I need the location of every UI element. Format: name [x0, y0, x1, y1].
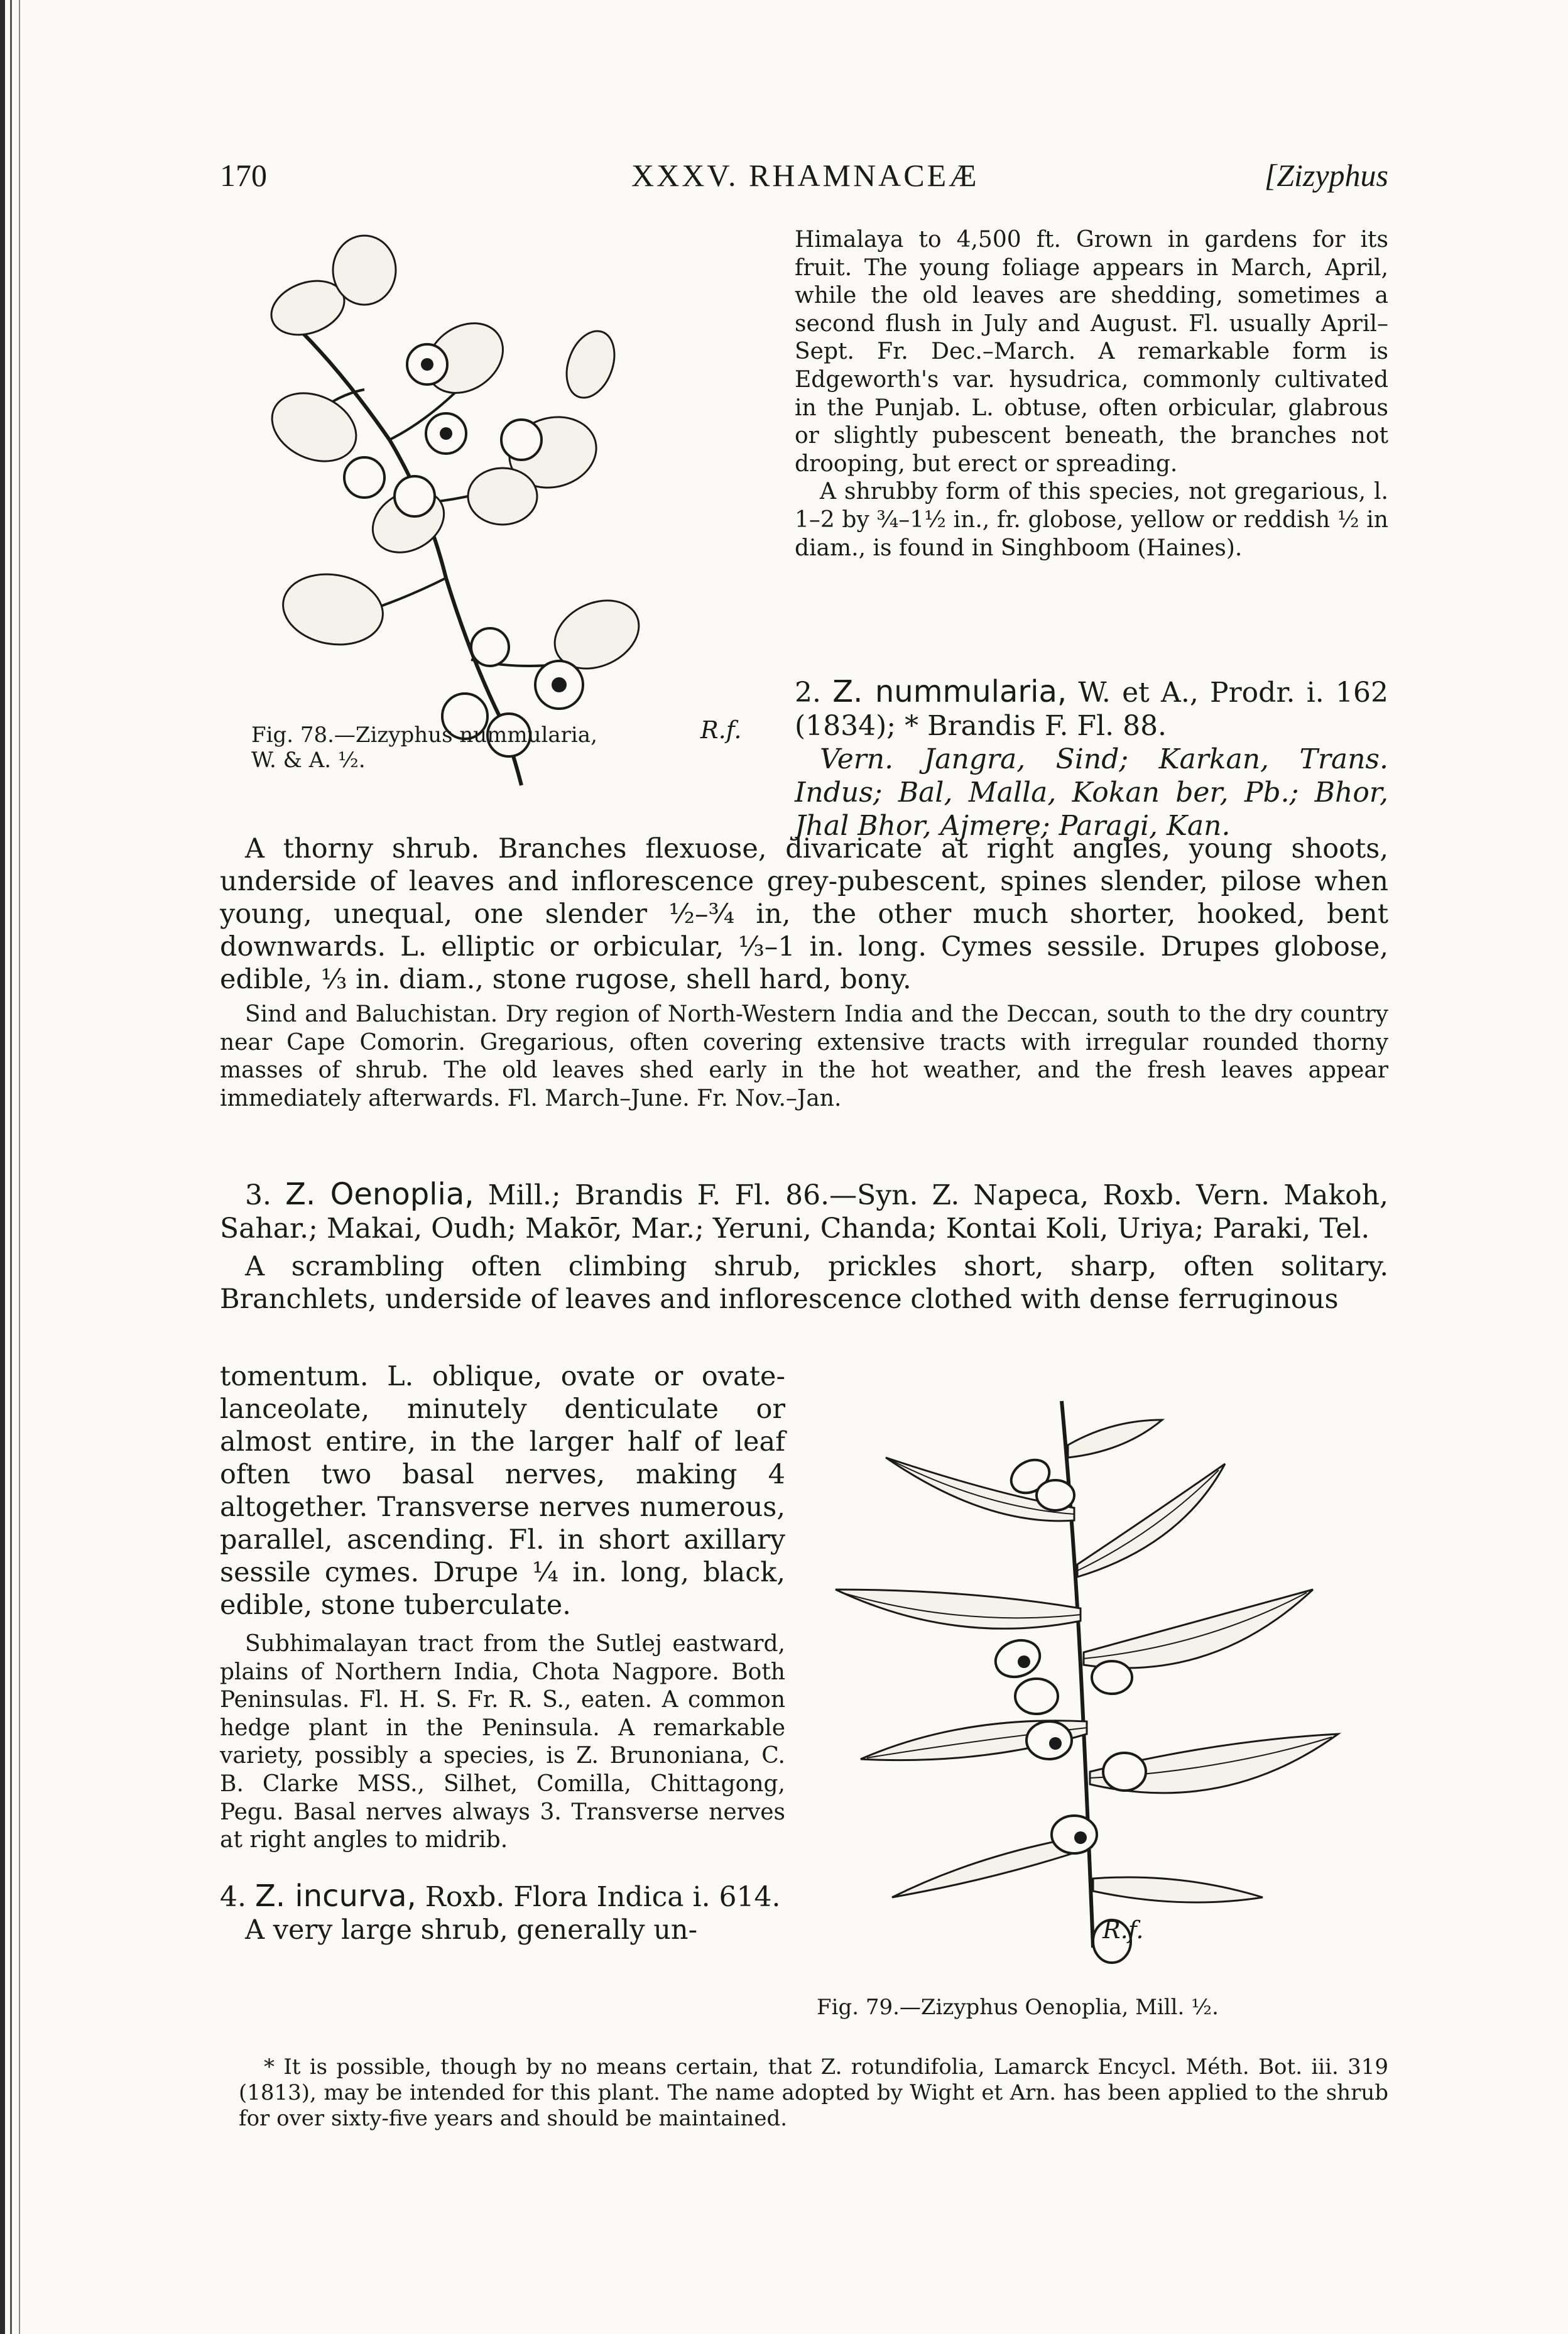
genus-header: [Zizyphus [1264, 158, 1388, 193]
species-4-heading [220, 1880, 785, 1914]
figure-78-caption: Fig. 78.—Zizyphus nummularia, W. & A. ½. [251, 723, 597, 773]
species-2-name: Z. nummularia, [832, 674, 1067, 709]
species-2-citation: W. et A., Prodr. i. 162 (1834); * Brandis F. Fl. 88. [795, 677, 1388, 742]
figure-79-caption: Fig. 79.—Zizyphus Oenoplia, Mill. ½. [817, 1995, 1219, 2020]
species-3-name: Z. Oenoplia, [285, 1177, 474, 1212]
species-4-citation: Roxb. Flora Indica i. 614. [425, 1880, 781, 1913]
footnote-block [239, 2054, 1388, 2132]
species-1-distribution: Himalaya to 4,500 ft. Grown in gardens for its fruit. The young foliage appears in March, April, while the old leaves are shedding, sometimes a second flush in July and August. Fl. usually April–Sept. Fr. Dec.–March. A remarkable form is Edgeworth's var. hysudrica, commonly cultivated in the Punjab. L. obtuse, often orbicular, glabrous or slightly pubescent beneath, the branches not drooping, but erect or spreading. [795, 227, 1388, 477]
species-4-name: Z. incurva, [254, 1878, 416, 1914]
figure-78-zizyphus-nummularia-drawing [239, 232, 704, 798]
species-2-distribution: Sind and Baluchistan. Dry region of North-Western India and the Deccan, south to the dry country near Cape Comorin. Gregarious, often covering extensive tracts with irregular rounded thorny masses of shrub. The old leaves shed early in the hot weather, and the fresh leaves appear immediately afterwards. Fl. March–June. Fr. Nov.–Jan. [220, 1001, 1388, 1111]
figure-79-initials: R.f. [1102, 1916, 1144, 1944]
species-4-number: 4. [220, 1880, 246, 1913]
species-1-shrubby-form: A shrubby form of this species, not gregarious, l. 1–2 by ¾–1½ in., fr. globose, yellow or reddish ½ in diam., is found in Singhboom (Haines). [795, 479, 1388, 561]
page-binding-edge [0, 0, 44, 2334]
page-number: 170 [220, 158, 267, 193]
figure-79-zizyphus-oenoplia-drawing [810, 1382, 1376, 1985]
species-3-number: 3. [245, 1179, 271, 1211]
species-3-description-full: A scrambling often climbing shrub, prickles short, sharp, often solitary. Branchlets, underside of leaves and inflorescence clothed with dense ferruginous [220, 1251, 1388, 1315]
figure-78-initials: R.f. [700, 716, 742, 744]
footnote: * It is possible, though by no means certain, that Z. rotundifolia, Lamarck Encycl. Méth. Bot. iii. 319 (1813), may be intended for this plant. The name adopted by Wight et Arn. has been applied to the shrub for over sixty-five years and should be maintained. [239, 2054, 1388, 2131]
species-1-continuation [795, 226, 1388, 562]
figure-79-svg [810, 1382, 1376, 1985]
species-2-number: 2. [795, 677, 821, 709]
species-2-vernacular: Vern. Jangra, Sind; Karkan, Trans. Indus; Bal, Malla, Kokan ber, Pb.; Bhor, Jhal Bhor, Ajmere; Paragi, Kan. [795, 743, 1388, 842]
species-3-distribution: Subhimalayan tract from the Sutlej eastward, plains of Northern India, Chota Nagpore. Both Peninsulas. Fl. H. S. Fr. R. S., eaten. A common hedge plant in the Peninsula. A remarkable variety, possibly a species, is Z. Brunoniana, C. B. Clarke MSS., Silhet, Comilla, Chittagong, Pegu. Basal nerves always 3. Transverse nerves at right angles to midrib. [220, 1631, 785, 1853]
species-4-description: A very large shrub, generally un- [245, 1914, 698, 1946]
species-2-description: A thorny shrub. Branches flexuose, divaricate at right angles, young shoots, underside of leaves and inflorescence grey-pubescent, spines slender, pilose when young, unequal, one slender ½–¾ in, the other much shorter, hooked, bent downwards. L. elliptic or orbicular, ⅓–1 in. long. Cymes sessile. Drupes globose, edible, ⅓ in. diam., stone rugose, shell hard, bony. [220, 833, 1388, 995]
family-title: XXXV. RHAMNACEÆ [631, 158, 979, 193]
species-3-citation: Mill.; Brandis F. Fl. 86.—Syn. Z. Napeca, Roxb. Vern. Makoh, Sahar.; Makai, Oudh; Makōr, Mar.; Yeruni, Chanda; Kontai Koli, Uriya; Paraki, Tel. [220, 1179, 1388, 1245]
species-2-description-block [220, 832, 1388, 1113]
running-header [220, 157, 1388, 207]
species-3-heading-block [220, 1178, 1388, 1316]
figure-78-svg [239, 232, 704, 798]
species-3-description-narrow: tomentum. L. oblique, ovate or ovate-lanceolate, minutely denticulate or almost entire, in the larger half of leaf often two basal nerves, making 4 altogether. Transverse nerves numerous, parallel, ascending. Fl. in short axillary sessile cymes. Drupe ¼ in. long, black, edible, stone tuberculate. [220, 1361, 785, 1621]
species-3-left-column [220, 1360, 785, 1946]
species-2-heading [795, 675, 1388, 843]
